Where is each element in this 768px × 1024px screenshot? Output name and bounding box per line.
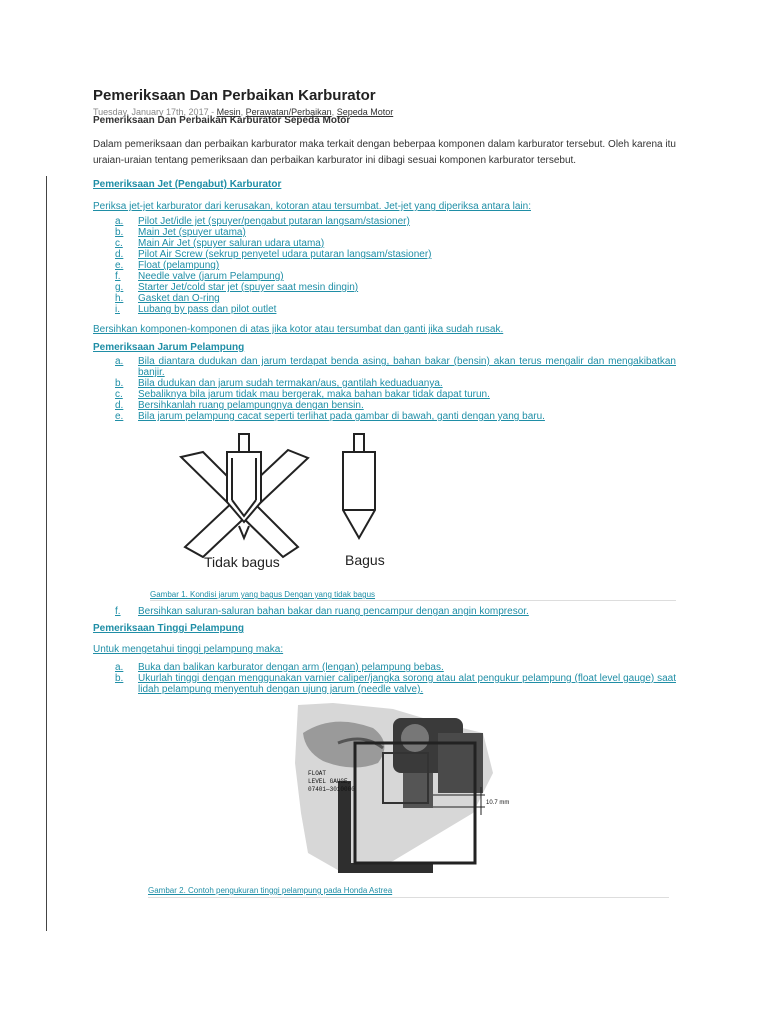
list-item [93, 673, 676, 695]
list-item-text: Pilot Jet/idle jet (spuyer/pengabut putaran langsam/stasioner) [138, 216, 410, 227]
list-item [93, 293, 676, 304]
list-item [93, 249, 676, 260]
list-item [93, 304, 676, 315]
jet-lead: Periksa jet-jet karburator dari kerusakan, kotoran atau tersumbat. Jet-jet yang diperiksa antara lain: [93, 201, 531, 212]
needle-diagram [93, 422, 676, 604]
gauge-label-part: 07401—3010000 [308, 786, 355, 793]
list-item [93, 606, 676, 617]
article-title: Pemeriksaan Dan Perbaikan Karburator [93, 87, 376, 104]
divider [148, 897, 669, 898]
list-item-text: Sebaliknya bila jarum tidak mau bergerak, maka bahan bakar tidak dapat turun. [138, 389, 490, 400]
list-item [93, 271, 676, 282]
list-item-letter: b. [115, 673, 124, 684]
jarum-list-continued [93, 606, 676, 617]
list-item [93, 662, 676, 673]
section-heading-jet: Pemeriksaan Jet (Pengabut) Karburator [93, 179, 282, 190]
list-item-text: Ukurlah tinggi dengan menggunakan varnier caliper/jangka sorong atau alat pengukur pelampung (float level gauge) saat lidah pelampung menyentuh dengan ujung jarum (needle valve). [138, 673, 676, 695]
label-link-mesin[interactable]: Mesin [216, 107, 241, 117]
jarum-list [93, 356, 676, 422]
list-item-text: Bersihkan saluran-saluran bahan bakar dan ruang pencampur dengan angin kompresor. [138, 606, 529, 617]
list-item-letter: a. [115, 662, 124, 673]
divider [150, 600, 676, 601]
list-item [93, 260, 676, 271]
list-item-letter: b. [115, 378, 124, 389]
list-item-text: Lubang by pass dan pilot outlet [138, 304, 277, 315]
list-item-letter: a. [115, 216, 124, 227]
list-item-text: Bersihkanlah ruang pelampungnya dengan bensin. [138, 400, 364, 411]
list-item [93, 378, 676, 389]
figure-1-caption: Gambar 1. Kondisi jarum yang bagus Dengan yang tidak bagus [150, 590, 376, 599]
section-heading-tinggi: Pemeriksaan Tinggi Pelampung [93, 623, 244, 634]
list-item [93, 389, 676, 400]
list-item-letter: e. [115, 260, 124, 271]
label-bagus: Bagus [345, 552, 385, 568]
list-item-text: Starter Jet/cold star jet (spuyer saat mesin dingin) [138, 282, 359, 293]
gauge-label-level: LEVEL GAUGE, [308, 778, 352, 785]
list-item-text: Bila jarum pelampung cacat seperti terlihat pada gambar di bawah, ganti dengan yang baru. [138, 411, 545, 422]
figure-float-level [93, 703, 676, 903]
list-item [93, 411, 676, 422]
post-date: Tuesday, January 17th, 2017 - [93, 107, 217, 117]
gauge-measure: 10.7 mm [486, 800, 510, 806]
tinggi-lead: Untuk mengetahui tinggi pelampung maka: [93, 644, 284, 655]
list-item-letter: c. [115, 389, 123, 400]
list-item [93, 227, 676, 238]
tinggi-list [93, 662, 676, 695]
label-link-sepeda-motor[interactable]: Sepeda Motor [336, 107, 394, 117]
float-gauge-photo [93, 703, 676, 879]
list-item [93, 356, 676, 378]
list-item [93, 238, 676, 249]
margin-line [46, 176, 47, 931]
section-heading-jarum: Pemeriksaan Jarum Pelampung [93, 342, 245, 353]
article-subtitle: Pemeriksaan Dan Perbaikan Karburator Sepeda Motor [93, 115, 351, 126]
list-item-text: Main Jet (spuyer utama) [138, 227, 246, 238]
label-link-perawatan[interactable]: Perawatan/Perbaikan [245, 107, 332, 117]
list-item-text: Bila diantara dudukan dan jarum terdapat benda asing, bahan bakar (bensin) akan terus mengalir dan mengakibatkan banjir. [138, 356, 676, 378]
label-tidak-bagus: Tidak bagus [204, 554, 280, 570]
list-item-letter: a. [115, 356, 124, 367]
list-item-text: Pilot Air Screw (sekrup penyetel udara putaran langsam/stasioner) [138, 249, 432, 260]
jet-list [93, 216, 676, 315]
figure-2-caption: Gambar 2. Contoh pengukuran tinggi pelampung pada Honda Astrea [148, 886, 393, 895]
list-item-letter: g. [115, 282, 124, 293]
jet-closing: Bersihkan komponen-komponen di atas jika kotor atau tersumbat dan ganti jika sudah rusak. [93, 324, 504, 335]
list-item-text: Float (pelampung) [138, 260, 220, 271]
list-item-letter: h. [115, 293, 124, 304]
list-item-letter: d. [115, 249, 124, 260]
list-item-letter: f. [115, 271, 121, 282]
intro-paragraph: Dalam pemeriksaan dan perbaikan karburator maka terkait dengan beberpaa komponen dalam karburator tersebut. Oleh karena itu uraian-uraian tentang pemeriksaan dan perbaikan karburator ini dibagi sesuai komponen karburator tersebut. [93, 139, 676, 166]
list-item [93, 216, 676, 227]
post-meta: Tuesday, January 17th, 2017 - Mesin, Perawatan/Perbaikan, Sepeda Motor [93, 107, 394, 117]
list-item [93, 400, 676, 411]
list-item-letter: d. [115, 400, 124, 411]
list-item [93, 282, 676, 293]
list-item-text: Needle valve (jarum Pelampung) [138, 271, 284, 282]
list-item-letter: e. [115, 411, 124, 422]
figure-needle-condition [93, 422, 676, 604]
list-item-letter: c. [115, 238, 123, 249]
list-item-text: Buka dan balikan karburator dengan arm (lengan) pelampung bebas. [138, 662, 444, 673]
gauge-label-float: FLOAT [308, 770, 327, 777]
list-item-text: Bila dudukan dan jarum sudah termakan/aus, gantilah keduaduanya. [138, 378, 443, 389]
list-item-letter: b. [115, 227, 124, 238]
list-item-letter: f. [115, 606, 121, 617]
list-item-letter: i. [115, 304, 120, 315]
list-item-text: Gasket dan O-ring [138, 293, 220, 304]
article [93, 86, 676, 903]
list-item-text: Main Air Jet (spuyer saluran udara utama) [138, 238, 325, 249]
